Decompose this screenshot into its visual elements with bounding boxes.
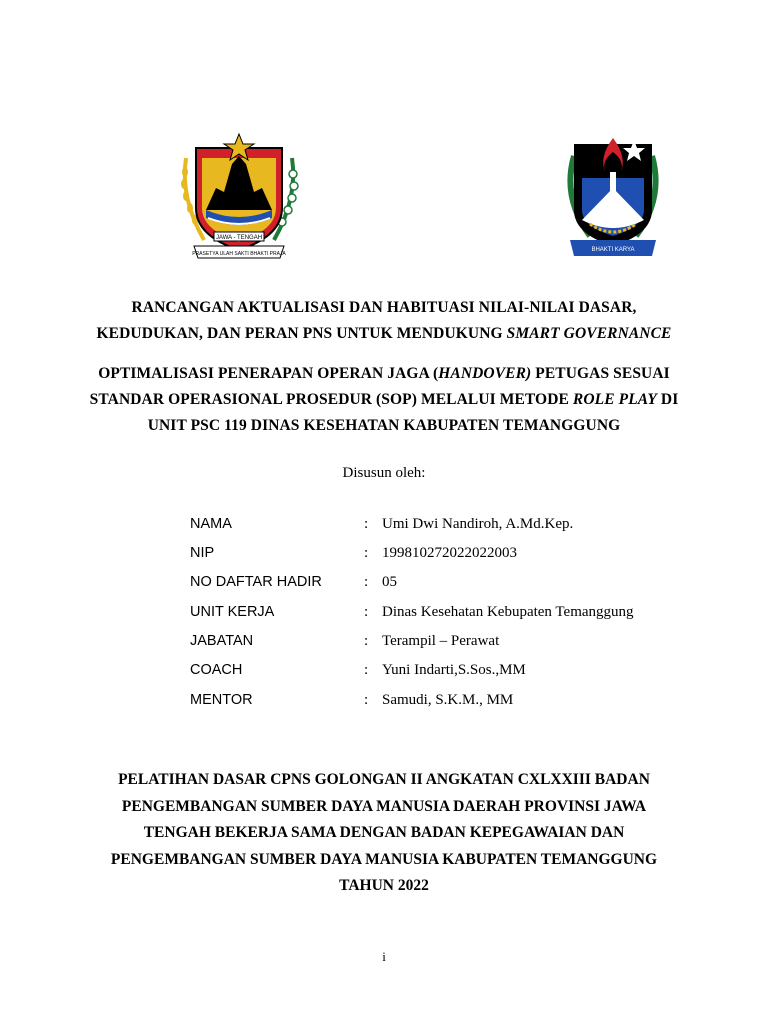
subtitle-line-2-italic: ROLE PLAY xyxy=(572,391,657,408)
training-line-3: TENGAH BEKERJA SAMA DENGAN BADAN KEPEGAWAIAN DAN xyxy=(143,824,625,841)
svg-text:JAWA - TENGAH: JAWA - TENGAH xyxy=(215,235,263,241)
central-java-emblem-icon xyxy=(176,128,302,262)
identity-value: Samudi, S.K.M., MM xyxy=(382,692,514,708)
identity-value: Umi Dwi Nandiroh, A.Md.Kep. xyxy=(382,516,574,532)
identity-label: NAMA xyxy=(190,516,232,532)
identity-value: 05 xyxy=(382,574,397,590)
title-line-2 xyxy=(60,321,708,347)
training-year: TAHUN 2022 xyxy=(339,877,429,894)
subtitle-line-3: UNIT PSC 119 DINAS KESEHATAN KABUPATEN TEMANGGUNG xyxy=(147,417,621,434)
identity-value: Dinas Kesehatan Kebupaten Temanggung xyxy=(382,604,634,620)
subtitle-line-2-pre: STANDAR OPERASIONAL PROSEDUR (SOP) MELALUI METODE xyxy=(89,391,573,408)
document-title xyxy=(60,295,708,347)
training-line-2: PENGEMBANGAN SUMBER DAYA MANUSIA DAERAH PROVINSI JAWA xyxy=(121,797,647,815)
temanggung-emblem-icon xyxy=(560,128,666,264)
subtitle-line-2 xyxy=(60,387,708,413)
identity-label: NO DAFTAR HADIR xyxy=(190,574,322,590)
identity-colon: : xyxy=(364,604,369,620)
prepared-by-label: Disusun oleh: xyxy=(342,465,426,481)
subtitle-line-1-pre: OPTIMALISASI PENERAPAN OPERAN JAGA ( xyxy=(98,365,439,382)
page-number: i xyxy=(382,949,386,964)
training-info xyxy=(60,767,708,900)
title-line-2-text: KEDUDUKAN, DAN PERAN PNS UNTUK MENDUKUNG xyxy=(96,325,507,342)
svg-text:BHAKTI KARYA: BHAKTI KARYA xyxy=(591,247,635,253)
identity-colon: : xyxy=(364,574,369,590)
title-line-1: RANCANGAN AKTUALISASI DAN HABITUASI NILAI-NILAI DASAR, xyxy=(131,299,637,316)
subtitle-line-1 xyxy=(60,361,708,387)
identity-label: JABATAN xyxy=(190,633,254,649)
subtitle-line-2-post: DI xyxy=(656,391,679,408)
identity-value: Terampil – Perawat xyxy=(382,633,500,649)
subtitle-line-1-italic: HANDOVER) xyxy=(438,365,532,382)
identity-label: COACH xyxy=(190,662,243,678)
identity-label: NIP xyxy=(190,545,215,561)
identity-colon: : xyxy=(364,516,369,532)
title-line-2-italic: SMART GOVERNANCE xyxy=(506,325,672,342)
identity-value: Yuni Indarti,S.Sos.,MM xyxy=(382,662,526,678)
identity-colon: : xyxy=(364,633,369,649)
identity-colon: : xyxy=(364,545,369,561)
identity-value: 199810272022022003 xyxy=(382,545,517,561)
document-subtitle xyxy=(60,361,708,439)
subtitle-line-1-post: PETUGAS SESUAI xyxy=(531,365,670,382)
training-line-1: PELATIHAN DASAR CPNS GOLONGAN II ANGKATAN CXLXXIII BADAN xyxy=(118,771,650,788)
identity-colon: : xyxy=(364,662,369,678)
svg-text:PRASETYA ULAH SAKTI BHAKTI PRA: PRASETYA ULAH SAKTI BHAKTI PRAJA xyxy=(192,251,286,257)
identity-label: MENTOR xyxy=(190,692,253,708)
identity-colon: : xyxy=(364,692,369,708)
training-line-4: PENGEMBANGAN SUMBER DAYA MANUSIA KABUPATEN TEMANGGUNG xyxy=(110,850,658,868)
identity-label: UNIT KERJA xyxy=(190,604,275,620)
